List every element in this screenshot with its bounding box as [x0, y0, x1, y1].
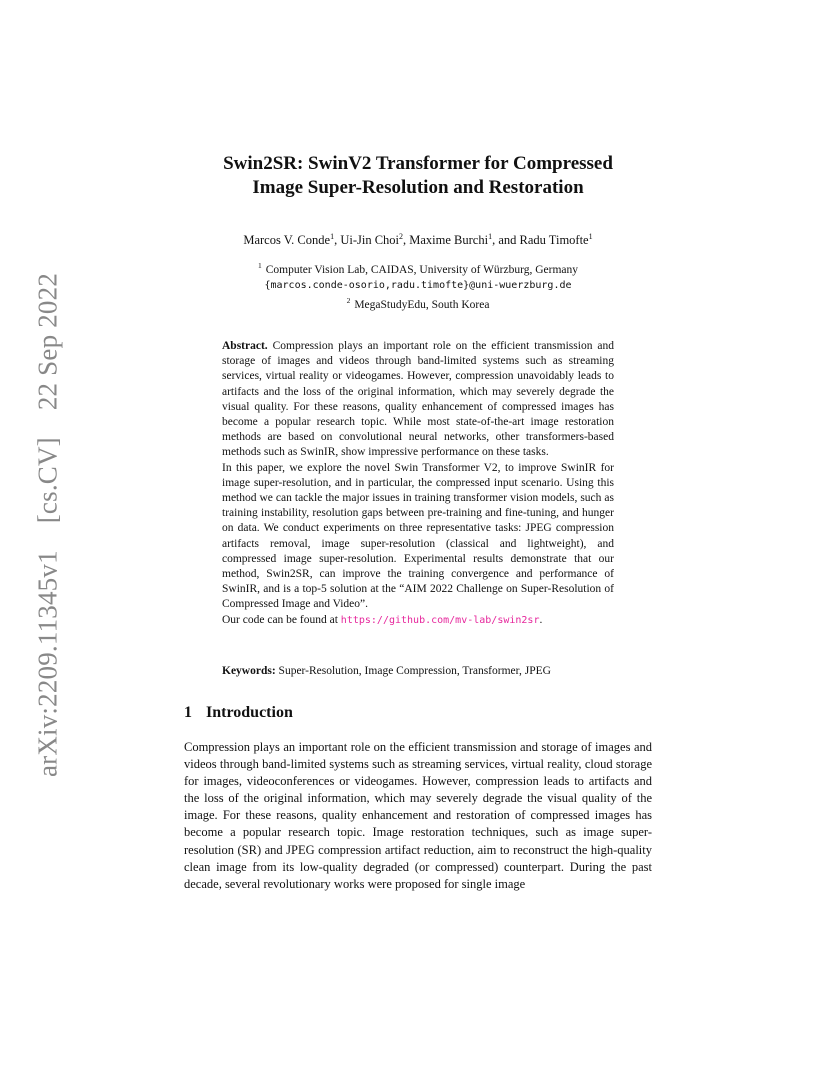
affiliation-1	[160, 258, 676, 278]
affiliation-2-mark: 2	[346, 295, 351, 305]
abstract-label: Abstract.	[222, 340, 268, 352]
section-title: Introduction	[206, 704, 293, 721]
abstract-code-line	[222, 613, 614, 628]
code-prefix: Our code can be found at	[222, 613, 341, 626]
affiliation-1-mark: 1	[257, 261, 262, 270]
author-emails[interactable]: {marcos.conde-osorio,radu.timofte}@uni-wuerzburg.de	[264, 279, 572, 291]
author-name: Maxime Burchi	[409, 233, 489, 248]
author-affiliation-mark: 2	[399, 232, 403, 241]
keywords	[222, 664, 614, 679]
affiliations	[160, 258, 676, 313]
abstract	[222, 339, 614, 628]
code-suffix: .	[539, 613, 543, 626]
title-line-2: Image Super-Resolution and Restoration	[252, 177, 584, 198]
author-separator: ,	[334, 233, 341, 248]
author-separator: , and	[492, 233, 520, 248]
intro-paragraph: Compression plays an important role on the efficient transmission and storage of images and videos through band-limited systems such as streaming services, virtual reality, cloud storage for images, videoconferences or videogames. However, compression leads to artifacts and the loss of the original information, which may severely degrade the visual quality of the image. For these reasons, quality enhancement and restoration of compressed images has become a popular research topic. Image restoration techniques, such as image super-resolution (SR) and JPEG compression artifact reduction, aim to reconstruct the high-quality clean image from its low-quality degraded (or compressed) counterpart. During the past decade, several revolutionary works were proposed for single image	[184, 740, 652, 891]
abstract-text-1: Compression plays an important role on the efficient transmission and storage of images and videos through band-limited systems such as streaming services, virtual reality or videogames. However, compression unavoidably leads to artifacts and the loss of the original information, which may severely degrade the visual quality. For these reasons, quality enhancement of compressed images has become a popular research topic. While most state-of-the-art image restoration methods are based on convolutional neural networks, other transformers-based methods such as SwinIR, show impressive performance on these tasks.	[222, 340, 614, 459]
author-separator: ,	[403, 233, 410, 248]
arxiv-date: 22 Sep 2022	[32, 272, 63, 411]
keywords-label: Keywords:	[222, 665, 276, 677]
arxiv-id: arXiv:2209.11345v1	[32, 550, 63, 778]
paper-title	[184, 152, 652, 200]
title-line-1: Swin2SR: SwinV2 Transformer for Compressed	[223, 153, 613, 174]
author-affiliation-mark: 1	[488, 232, 493, 241]
keywords-text: Super-Resolution, Image Compression, Transformer, JPEG	[278, 665, 551, 677]
affiliation-2-text: MegaStudyEdu, South Korea	[354, 298, 490, 311]
section-heading-introduction	[184, 704, 293, 722]
author-name: Ui-Jin Choi	[340, 233, 399, 248]
section-number: 1	[184, 704, 192, 721]
author-affiliation-mark: 1	[330, 232, 335, 241]
code-link[interactable]: https://github.com/mv-lab/swin2sr	[340, 614, 540, 626]
arxiv-identifier	[33, 263, 64, 787]
abstract-text-2: In this paper, we explore the novel Swin Transformer V2, to improve SwinIR for image super-resolution, and in particular, the compressed input scenario. Using this method we can tackle the major issues in training transformer vision models, such as training instability, resolution gaps between pre-training and fine-tuning, and hunger on data. We conduct experiments on three representative tasks: JPEG compression artifacts removal, image super-resolution (classical and lightweight), and compressed image super-resolution. Experimental results demonstrate that our method, Swin2SR, can improve the training convergence and performance of SwinIR, and is a top-5 solution at the “AIM 2022 Challenge on Super-Resolution of Compressed Image and Video”.	[222, 461, 614, 611]
author-name: Marcos V. Conde	[243, 233, 331, 248]
author-name: Radu Timofte	[519, 233, 589, 248]
affiliation-2	[160, 293, 676, 313]
affiliation-1-text: Computer Vision Lab, CAIDAS, University of Würzburg, Germany	[265, 263, 579, 276]
abstract-paragraph-1	[222, 339, 614, 461]
author-list	[160, 229, 676, 248]
arxiv-category: [cs.CV]	[32, 437, 63, 524]
author-affiliation-mark: 1	[588, 232, 593, 241]
